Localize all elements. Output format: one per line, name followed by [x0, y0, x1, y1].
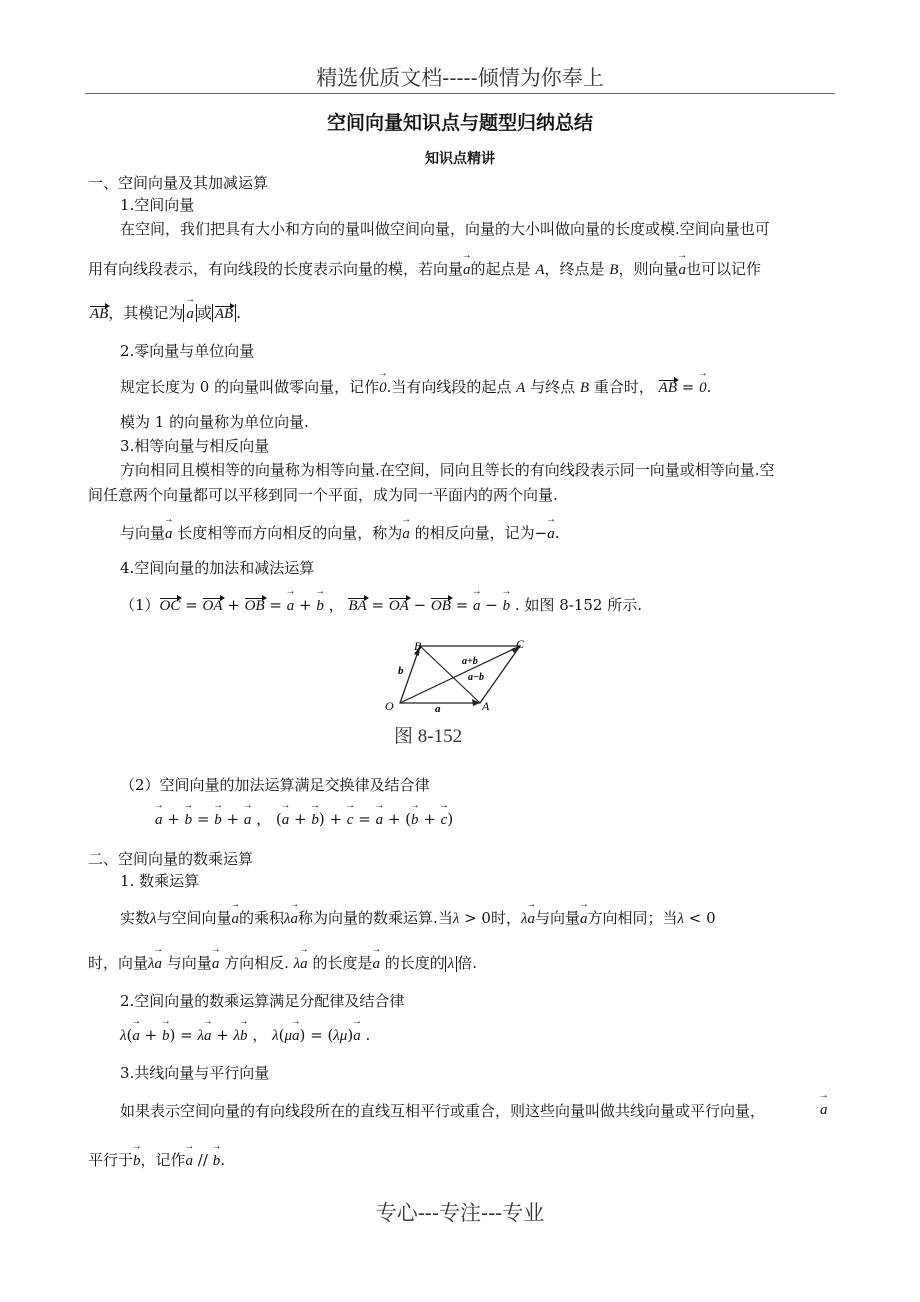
label-a-minus-b: a−b — [468, 672, 485, 683]
s1-sub4: 4.空间向量的加法和减法运算 — [120, 559, 315, 577]
s2-sub2: 2.空间向量的数乘运算满足分配律及结合律 — [120, 992, 405, 1010]
s1-para7: 间任意两个向量都可以平移到同一个平面，成为同一平面内的两个向量. — [88, 486, 558, 504]
parallelogram-figure — [380, 632, 540, 752]
s1-para6: 方向相同且模相等的向量称为相等向量.在空间，同向且等长的有向线段表示同一向量或相等向量.空 — [120, 461, 775, 479]
s2-para1: 实数λ与空间向量→ a的乘积λ→ a称为向量的数乘运算.当λ > 0时，λ→ a与向量→ a方向相同；当λ < 0 — [120, 907, 716, 928]
section1-heading: 一、空间向量及其加减运算 — [88, 174, 269, 192]
s1-sub2: 2.零向量与单位向量 — [120, 342, 255, 360]
label-C: C — [516, 637, 525, 651]
label-A: A — [482, 699, 490, 713]
s1-sub3: 3.相等向量与相反向量 — [120, 437, 270, 455]
s2-para3-vec: → a — [820, 1100, 828, 1119]
page-title: 空间向量知识点与题型归纳总结 — [326, 112, 593, 134]
page-header: 精选优质文档-----倾情为你奉上 — [316, 66, 604, 90]
figure-caption: 图 8-152 — [394, 726, 463, 747]
label-a-plus-b: a+b — [462, 656, 478, 667]
s2-para3: 如果表示空间向量的有向线段所在的直线互相平行或重合，则这些向量叫做共线向量或平行向量， — [120, 1102, 766, 1120]
s1-para4: 规定长度为 0 的向量叫做零向量，记作→ 0.当有向线段的起点 A 与终点 B 重合时， AB = → 0. — [120, 376, 711, 397]
s2-sub3: 3.共线向量与平行向量 — [120, 1064, 270, 1082]
s1-para2: 用有向线段表示，有向线段的长度表示向量的模，若向量→ a的起点是 A，终点是 B，则向量→ a也可以记作 — [88, 258, 761, 279]
label-b: b — [398, 665, 404, 677]
s1-para8: 与向量→ a 长度相等而方向相反的向量，称为→ a 的相反向量，记为−→ a. — [120, 522, 559, 543]
label-a: a — [435, 703, 441, 715]
s1-sub1: 1.空间向量 — [120, 196, 195, 214]
s1-para9: （1）OC = OA + OB = → a + → b ， BA = OA − OB = → a − → b . 如图 8-152 所示. — [120, 594, 642, 615]
label-O: O — [385, 699, 394, 713]
header-rule — [85, 93, 835, 94]
s1-para10: （2）空间向量的加法运算满足交换律及结合律 — [120, 776, 430, 794]
page-footer: 专心---专注---专业 — [375, 1201, 545, 1225]
s2-formula-laws: λ(→ a + → b) = λ→ a + λ→ b ， λ(μ→ a) = (λμ)→ a . — [120, 1024, 370, 1045]
label-B: B — [414, 639, 422, 653]
page-subtitle: 知识点精讲 — [425, 151, 495, 167]
s1-formula-laws: → a + → b = → b + → a ， (→ a + → b) + → c = → a + (→ b + → c) — [155, 808, 453, 829]
s1-para1: 在空间，我们把具有大小和方向的量叫做空间向量，向量的大小叫做向量的长度或模.空间向量也可 — [120, 220, 770, 238]
s2-para4: 平行于→ b，记作→ a // → b. — [88, 1149, 225, 1170]
s1-para5: 模为 1 的向量称为单位向量. — [120, 413, 309, 431]
section2-heading: 二、空间向量的数乘运算 — [88, 850, 254, 868]
s1-para3: AB，其模记为→ a 或 AB . — [90, 302, 241, 323]
s2-sub1: 1. 数乘运算 — [120, 872, 200, 890]
s2-para2: 时，向量λ→ a 与向量→ a 方向相反. λ→ a 的长度是→ a 的长度的 λ 倍. — [88, 952, 477, 973]
